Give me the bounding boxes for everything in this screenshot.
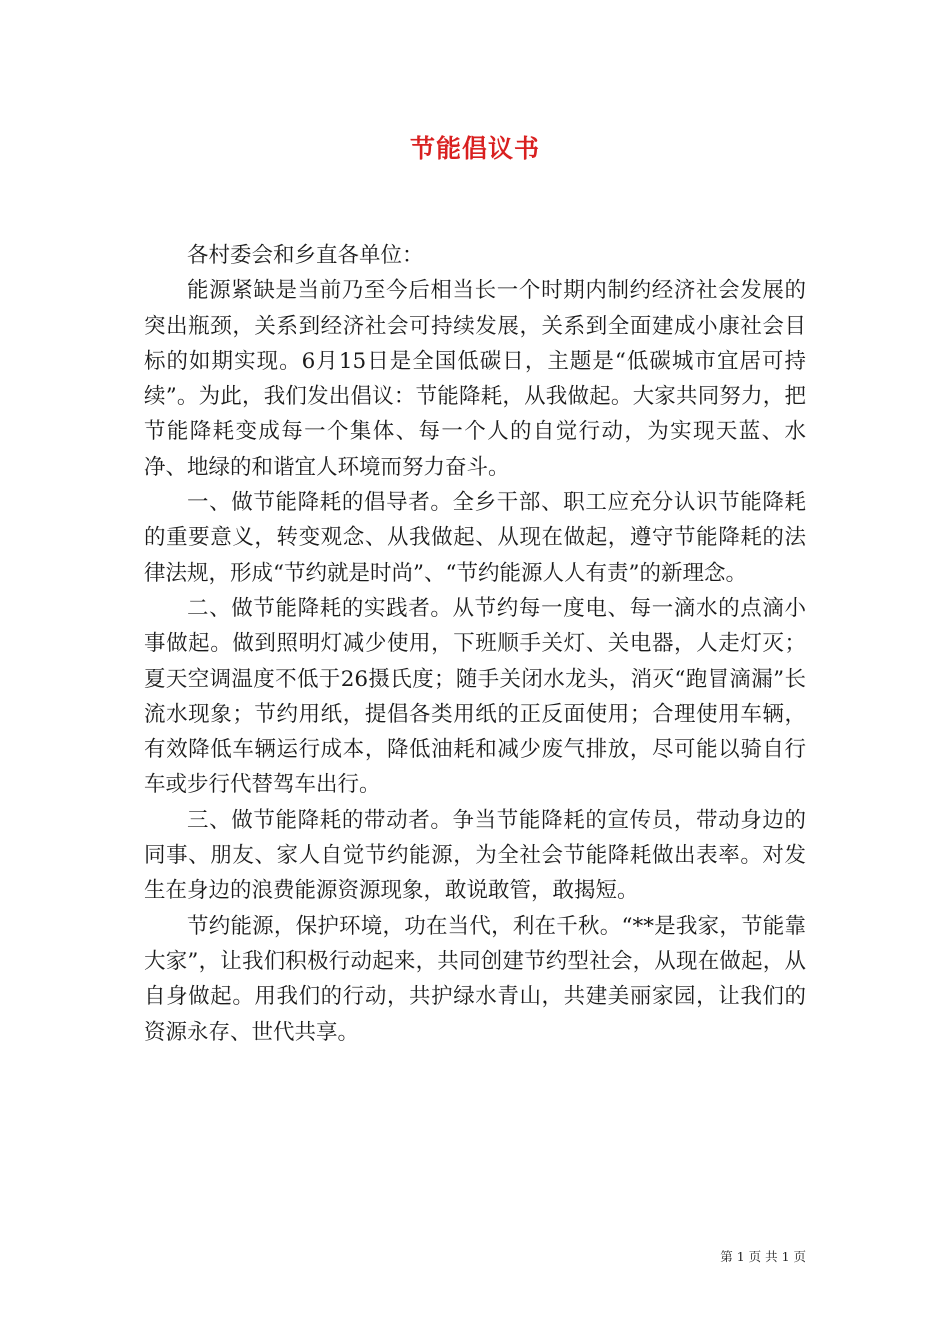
paragraph-closing: 节约能源，保护环境，功在当代，利在千秋。“**是我家，节能靠大家”，让我们积极行动起来，共同创建节约型社会，从现在做起，从自身做起。用我们的行动，共护绿水青山，共建美丽家园，让我们的资源永存、世代共享。 [144,913,806,1045]
paragraph-intro: 能源紧缺是当前乃至今后相当长一个时期内制约经济社会发展的突出瓶颈，关系到经济社会可持续发展，关系到全面建成小康社会目标的如期实现。6月15日是全国低碳日，主题是“低碳城市宜居可持续”。为此，我们发出倡议：节能降耗，从我做起。大家共同努力，把节能降耗变成每一个集体、每一个人的自觉行动，为实现天蓝、水净、地绿的和谐宜人环境而努力奋斗。 [144,278,806,480]
document-body [144,238,806,1050]
paragraph-practitioner: 二、做节能降耗的实践者。从节约每一度电、每一滴水的点滴小事做起。做到照明灯减少使用，下班顺手关灯、关电器，人走灯灭；夏天空调温度不低于26摄氏度；随手关闭水龙头，消灭“跑冒滴漏”长流水现象；节约用纸，提倡各类用纸的正反面使用；合理使用车辆，有效降低车辆运行成本，降低油耗和减少废气排放，尽可能以骑自行车或步行代替驾车出行。 [144,595,806,798]
document-title: 节能倡议书 [409,134,540,163]
paragraph-leader: 三、做节能降耗的带动者。争当节能降耗的宣传员，带动身边的同事、朋友、家人自觉节约能源，为全社会节能降耗做出表率。对发生在身边的浪费能源资源现象，敢说敢管，敢揭短。 [144,807,806,904]
salutation: 各村委会和乡直各单位： [187,243,424,268]
paragraph-advocate: 一、做节能降耗的倡导者。全乡干部、职工应充分认识节能降耗的重要意义，转变观念、从我做起、从现在做起，遵守节能降耗的法律法规，形成“节约就是时尚”、“节约能源人人有责”的新理念。 [144,490,806,586]
page-number-footer: 第 1 页 共 1 页 [720,1249,806,1264]
